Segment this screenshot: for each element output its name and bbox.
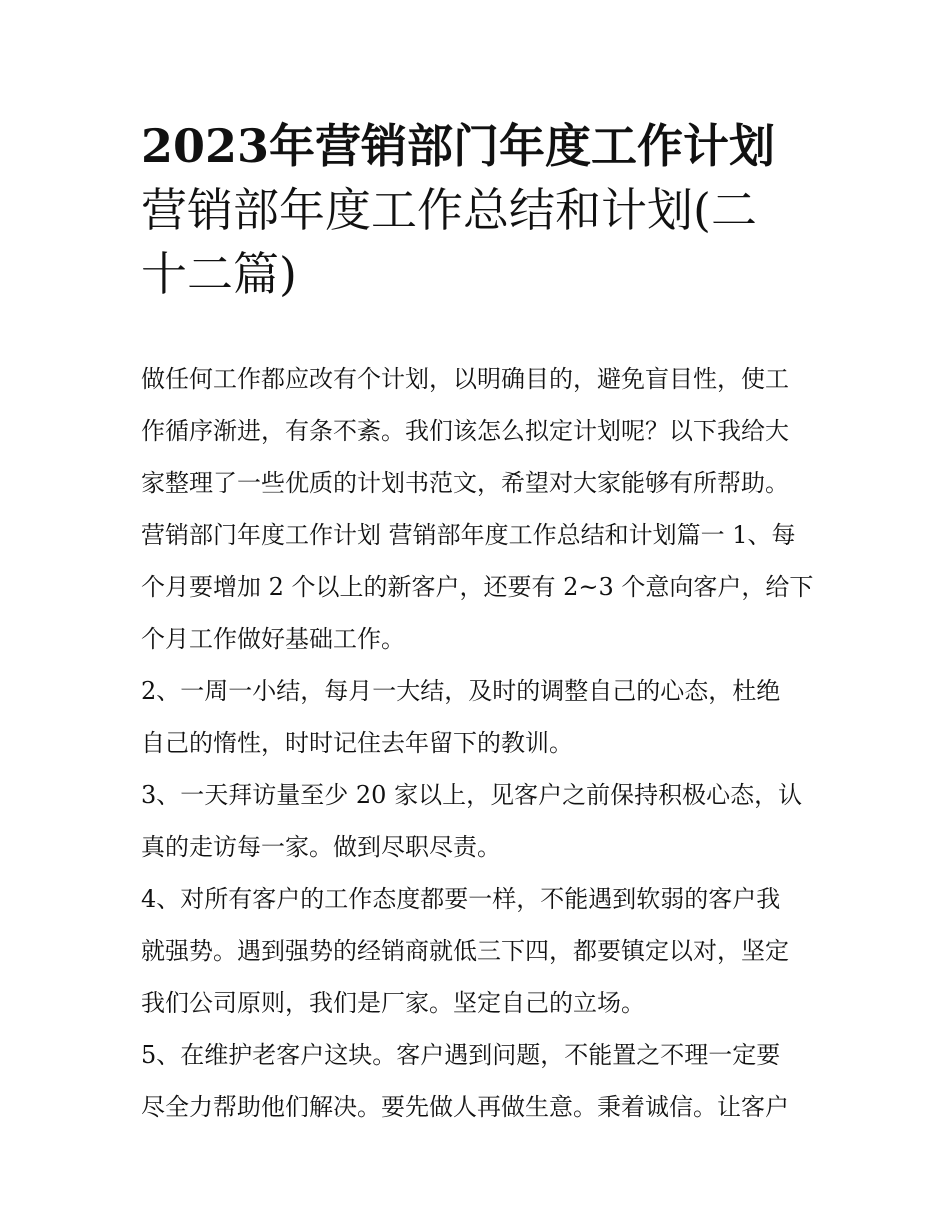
body-line: 自己的惰性，时时记住去年留下的教训。 bbox=[141, 729, 573, 757]
body-line: 营销部门年度工作计划 营销部年度工作总结和计划篇一 1、每 bbox=[141, 521, 796, 549]
body-line: 真的走访每一家。做到尽职尽责。 bbox=[141, 833, 501, 861]
body-line: 就强势。遇到强势的经销商就低三下四，都要镇定以对，坚定 bbox=[141, 937, 789, 965]
body-line: 3、一天拜访量至少 20 家以上，见客户之前保持积极心态，认 bbox=[141, 781, 803, 809]
body-line: 5、在维护老客户这块。客户遇到问题，不能置之不理一定要 bbox=[141, 1041, 781, 1069]
body-line: 个月要增加 2 个以上的新客户，还要有 2~3 个意向客户，给下 bbox=[141, 573, 814, 601]
body-line: 尽全力帮助他们解决。要先做人再做生意。秉着诚信。让客户 bbox=[141, 1093, 789, 1121]
body-line: 作循序渐进，有条不紊。我们该怎么拟定计划呢？以下我给大 bbox=[141, 417, 789, 445]
body-line: 4、对所有客户的工作态度都要一样，不能遇到软弱的客户我 bbox=[141, 885, 781, 913]
body-line: 2、一周一小结，每月一大结，及时的调整自己的心态，杜绝 bbox=[141, 677, 781, 705]
document-title bbox=[141, 114, 813, 306]
body-line: 我们公司原则，我们是厂家。坚定自己的立场。 bbox=[141, 989, 645, 1017]
title-line: 营销部年度工作总结和计划(二 bbox=[141, 183, 757, 237]
body-line: 做任何工作都应改有个计划，以明确目的，避免盲目性，使工 bbox=[141, 365, 789, 393]
title-line: 2023年营销部门年度工作计划 bbox=[141, 119, 776, 173]
body-text bbox=[141, 353, 831, 1133]
document-content bbox=[141, 114, 814, 1121]
body-line: 家整理了一些优质的计划书范文，希望对大家能够有所帮助。 bbox=[141, 469, 789, 497]
title-line: 十二篇) bbox=[141, 247, 297, 301]
body-line: 个月工作做好基础工作。 bbox=[141, 625, 405, 653]
